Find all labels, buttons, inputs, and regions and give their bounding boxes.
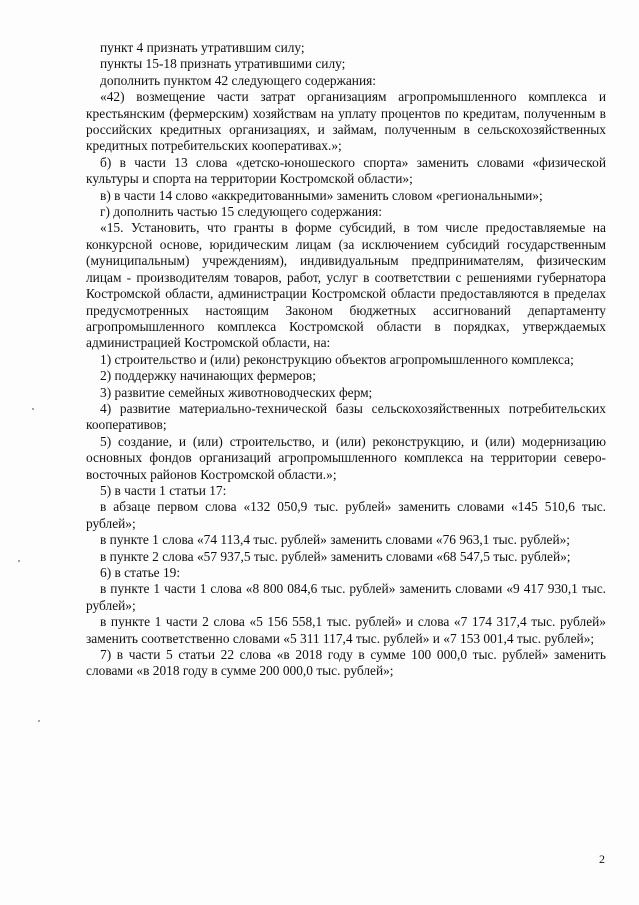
paragraph: 7) в части 5 статьи 22 слова «в 2018 году в сумме 100 000,0 тыс. рублей» заменить словами «в 2018 году в сумме 200 000,0 тыс. рублей»; — [86, 647, 606, 679]
scan-speck — [32, 408, 34, 410]
document-body — [86, 40, 606, 680]
paragraph: пункты 15-18 признать утратившими силу; — [100, 56, 346, 72]
list-item: 1) строительство и (или) реконструкцию объектов агропромышленного комплекса; — [100, 351, 574, 367]
paragraph: в пункте 1 части 1 слова «8 800 084,6 тыс. рублей» заменить словами «9 417 930,1 тыс. рублей»; — [86, 581, 606, 613]
paragraph: б) в части 13 слова «детско-юношеского спорта» заменить словами «физической культуры и спорта на территории Костромской области»; — [86, 154, 606, 187]
paragraph: дополнить пунктом 42 следующего содержания: — [100, 72, 377, 88]
paragraph: «15. Установить, что гранты в форме субсидий, в том числе предоставляемые на конкурсной основе, юридическим лицам (за исключением субсидий государственным (муниципальным) учреждениям), индивидуальным предпринимателям, физическим лицам - производителям товаров, работ, услуг в соответствии с решениями губернатора Костромской области, администрации Костромской области предоставляются в пределах предусмотренных настоящим Законом бюджетных ассигнований департаменту агропромышленного комплекса Костромской области в порядках, утверждаемых администрацией Костромской области, на: — [86, 220, 606, 351]
list-item: 4) развитие материально-технической базы сельскохозяйственных потребительских кооперативов; — [86, 400, 606, 433]
page-number: 2 — [599, 852, 605, 866]
paragraph: в) в части 14 слово «аккредитованными» заменить словом «региональными»; — [100, 187, 543, 203]
paragraph: 5) в части 1 статьи 17: — [100, 482, 227, 498]
list-item: 5) создание, и (или) строительство, и (или) реконструкцию, и (или) модернизацию основных фондов организаций агропромышленного комплекса на территории северо-восточных районов Костромской области.»; — [86, 433, 606, 482]
paragraph: в абзаце первом слова «132 050,9 тыс. рублей» заменить словами «145 510,6 тыс. рублей»; — [86, 499, 606, 531]
paragraph: пункт 4 признать утратившим силу; — [100, 40, 305, 55]
paragraph: в пункте 1 части 2 слова «5 156 558,1 тыс. рублей» и слова «7 174 317,4 тыс. рублей» заменить соответственно словами «5 311 117,4 тыс. рублей» и «7 153 001,4 тыс. рублей»; — [86, 614, 606, 646]
paragraph: «42) возмещение части затрат организациям агропромышленного комплекса и крестьянским (фермерским) хозяйствам на уплату процентов по кредитам, полученным в российских кредитных организациях, и займам, полученным в сельскохозяйственных кредитных потребительских кооперативах.»; — [86, 89, 606, 154]
scan-speck — [18, 560, 20, 562]
scan-speck — [38, 720, 40, 722]
paragraph: г) дополнить частью 15 следующего содержания: — [100, 204, 382, 220]
paragraph: в пункте 2 слова «57 937,5 тыс. рублей» заменить словами «68 547,5 тыс. рублей»; — [100, 548, 571, 564]
list-item: 2) поддержку начинающих фермеров; — [100, 368, 316, 384]
list-item: 3) развитие семейных животноводческих ферм; — [100, 384, 373, 400]
paragraph: в пункте 1 слова «74 113,4 тыс. рублей» заменить словами «76 963,1 тыс. рублей»; — [100, 532, 571, 548]
paragraph: 6) в статье 19: — [100, 565, 181, 580]
